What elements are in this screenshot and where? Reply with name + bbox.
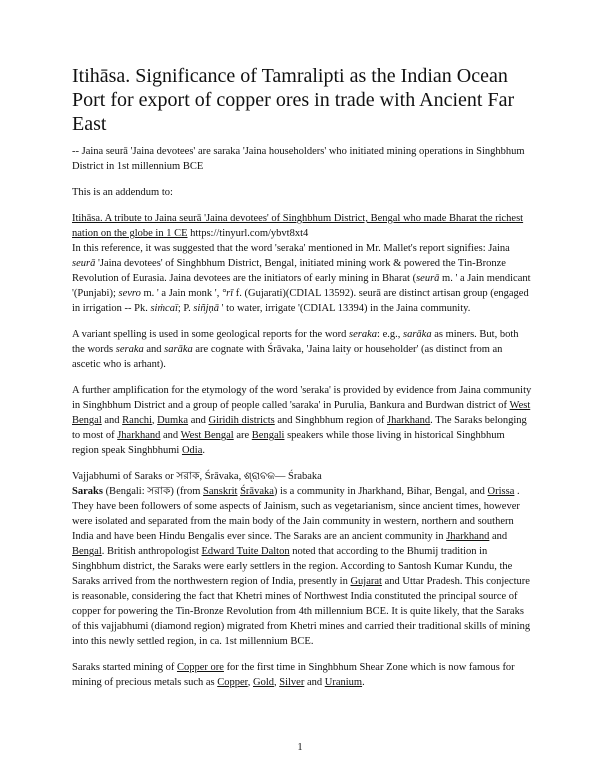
etymology-paragraph: A further amplification for the etymology of the word 'seraka' is provided by evidence from Jaina community in Singhbhum District and a group of people called 'saraka' in Purulia, Bankura and Burdwan district of West Bengal and Ranchi, Dumka and Giridih districts and Singhbhum region of Jharkhand. The Saraks belonging to most of Jharkhand and West Bengal are Bengali speakers while those living in historical Singhbhum region speak Singhbhumi Odia. [72, 385, 532, 456]
link-copper[interactable]: Copper [217, 677, 248, 688]
link-giridih-districts[interactable]: Giridih districts [208, 415, 275, 426]
link-orissa[interactable]: Orissa [487, 486, 515, 497]
link-copper-ore[interactable]: Copper ore [176, 662, 224, 673]
mining-paragraph: Saraks started mining of Copper ore for the first time in Singhbhum Shear Zone which is now famous for mining of precious metals such as Copper, Gold, Silver and Uranium. [72, 662, 515, 688]
link-gold[interactable]: Gold [252, 677, 274, 688]
link-bengal[interactable]: Bengal [72, 546, 102, 557]
page-title: Itihāsa. Significance of Tamralipti as the Indian Ocean Port for export of copper ores in trade with Ancient Far East [72, 65, 515, 135]
document-page [72, 64, 532, 690]
addendum-note: This is an addendum to: [72, 187, 173, 198]
link-dumka[interactable]: Dumka [157, 415, 189, 426]
link-odia[interactable]: Odia [181, 445, 203, 456]
section-heading: Vajjabhumi of Saraks or সরাক, Śrāvaka, ଶ୍ରାବକ— Śrabaka [72, 471, 322, 482]
saraks-paragraph: Saraks (Bengali: সরাক) (from Sanskrit Śrāvaka) is a community in Jharkhand, Bihar, Bengal, and Orissa . They have been followers of some aspects of Jainism, such as vegetarianism, since ancient times, however were isolated and separated from the main body of the Jain community in western, northern and southern India and have been Hindu Bengalis ever since. The Saraks are an ancient community in Jharkhand and Bengal. British anthropologist Edward Tuite Dalton noted that according to the Bhumij tradition in Singhbhum district, the Saraks were early settlers in the region. According to Santosh Kumar Kundu, the Saraks arrived from the northwestern region of India, presently in Gujarat and Uttar Pradesh. This conjecture is reasonable, considering the fact that Khetri mines of Northwest India constituted the principal source of copper for powering the Tin-Bronze Revolution from 4th millennium BCE. It is quite likely, that the Saraks of this vajjabhumi (diamond region) migrated from Khetri mines and carried their traditional skills of mining into this newly settled region, in ca. 1st millennium BCE. [72, 486, 531, 647]
link-edward-tuite-dalton[interactable]: Edward Tuite Dalton [201, 546, 290, 557]
link-sravaka[interactable]: Śrāvaka [240, 486, 274, 497]
link-bengali[interactable]: Bengali [251, 430, 285, 441]
link-silver[interactable]: Silver [279, 677, 305, 688]
link-west-bengal[interactable]: West Bengal [72, 400, 531, 426]
link-gujarat[interactable]: Gujarat [350, 576, 382, 587]
reference-link[interactable]: Itihāsa. A tribute to Jaina seurā 'Jaina devotees' of Singhbhum District, Bengal who made Bharat the richest nation on the globe in 1 CE [72, 213, 524, 239]
link-sanskrit[interactable]: Sanskrit [203, 486, 238, 497]
link-ranchi[interactable]: Ranchi [122, 415, 152, 426]
variant-spelling-paragraph: A variant spelling is used in some geological reports for the word seraka: e.g., sarāka as miners. But, both the words seraka and sarāka are cognate with Śrāvaka, 'Jaina laity or householder' (as distinct from an ascetic who is arhant). [72, 329, 519, 370]
page-number: 1 [297, 742, 303, 753]
link-jharkhand[interactable]: Jharkhand [387, 415, 431, 426]
subtitle: -- Jaina seurā 'Jaina devotees' are saraka 'Jaina householders' who initiated mining operations in Singhbhum District in 1st millennium BCE [72, 146, 525, 172]
link-jharkhand-2[interactable]: Jharkhand [117, 430, 161, 441]
reference-url: https://tinyurl.com/ybvt8xt4 [190, 228, 309, 239]
reference-paragraph: Itihāsa. A tribute to Jaina seurā 'Jaina devotees' of Singhbhum District, Bengal who made Bharat the richest nation on the globe in 1 CE https://tinyurl.com/ybvt8xt4 In this reference, it was suggested that the word 'seraka' mentioned in Mr. Mallet's report signifies: Jaina seurā 'Jaina devotees' of Singhbhum District, Bengal, initiated mining work & powered the Tin-Bronze Revolution of Eurasia. Jaina devotees are the initiators of early mining in Bharat (seurā m. ' a Jain mendicant '(Punjabi); sevro m. ' a Jain monk ', °rī f. (Gujarati)(CDIAL 13592). seurā are distinct artisan group (engaged in irrigation -- Pk. siṁcaï; P. siñjṇā ' to water, irrigate '(CDIAL 13394) in the Jaina community. [72, 213, 531, 314]
link-uranium[interactable]: Uranium [324, 677, 363, 688]
link-jharkhand-3[interactable]: Jharkhand [446, 531, 490, 542]
link-west-bengal-2[interactable]: West Bengal [180, 430, 234, 441]
